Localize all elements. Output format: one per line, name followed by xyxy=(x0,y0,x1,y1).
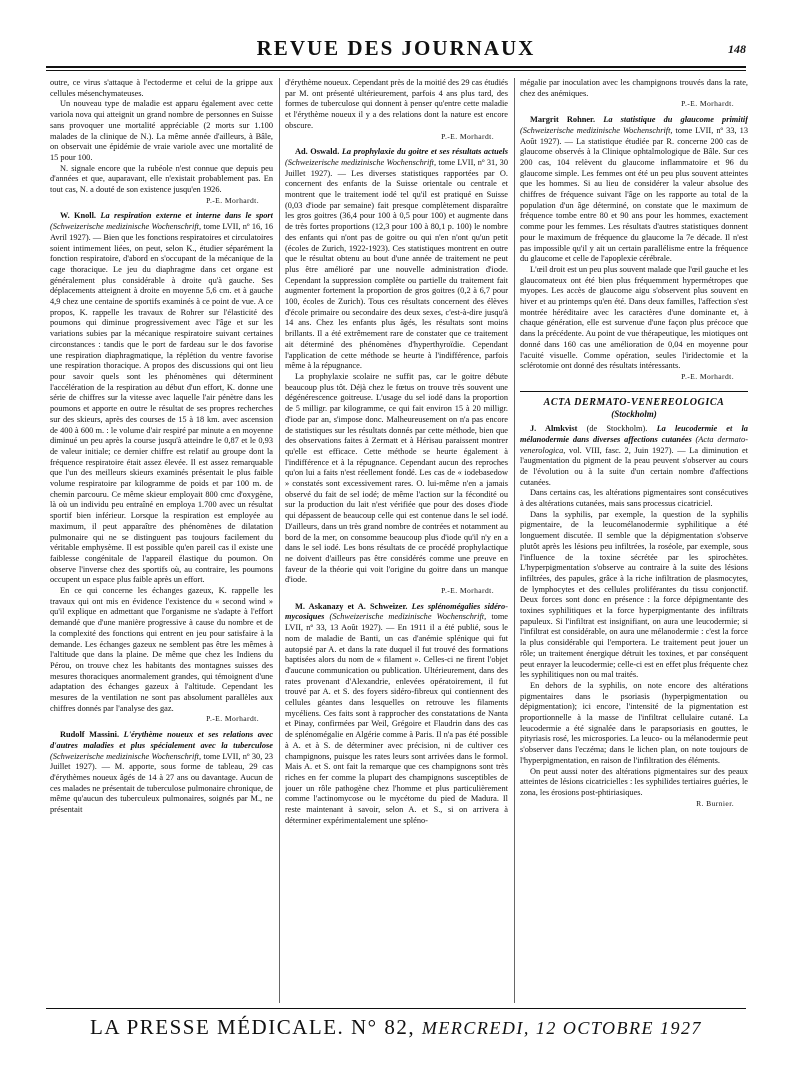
signature: P.-E. Morhardt. xyxy=(441,131,494,141)
paragraph: La prophylaxie scolaire ne suffit pas, car le goitre débute beaucoup plus tôt. Déjà chez le fœtus on trouve très souvent une dégénérescence goitreuse. L'usage du sel iodé dans la proportion de 5 milligr. par kilogramme, ce qui fait environ 15 à 20 milligr. d'iode par an, s'impose donc. Malheureusement on n'a pas encore de statistiques sur les résultats donnés par cette méthode, bien que des observations faites à Zermatt et à Hérisau paraissent montrer qu'elle est efficace. Cette méthode se heurte également à l'indifférence et à la répugnance. Cependant aucun des reproches qu'on lui a faits n'est réellement fondé. Les cas de « iodebasedow » constatés sont excessivement rares. O. lui-même n'en a jamais observé du fait de sel iodé; de même l'action sur la fécondité ou sur la production du lait n'est vérifiée que pour des doses d'iode qui dépassent de beaucoup celle qui est contenue dans le sel iodé. D'ailleurs, dans un très grand nombre de contrées et notamment au bord de la mer, on consomme beaucoup plus d'iode qu'il n'y en a dans le sel iodé. Les bons résultats de ce procédé prophylactique ne doivent d'ailleurs pas être considérés comme une preuve en faveur de la théorie qui voit l'origine du goitre dans un manque d'iode. xyxy=(285,371,508,585)
article-title: La prophylaxie du goitre et ses résultats actuels xyxy=(341,147,508,157)
article-journal: (Schweizerische medizinische Wochenschrift, xyxy=(50,222,202,232)
signature: P.-E. Morhardt. xyxy=(206,714,259,724)
signature: P.-E. Morhardt. xyxy=(441,586,494,596)
article-title: La respiration externe et interne dans le sport xyxy=(100,211,273,221)
article-journal: (Schweizerische medizinische Wochenschrift, xyxy=(329,612,487,622)
article-askanazy xyxy=(285,602,508,827)
page-number: 148 xyxy=(728,42,746,56)
running-title: REVUE DES JOURNAUX xyxy=(256,36,536,60)
article-body: tome LVII, nº 31, 30 Juillet 1927). — Les diverses statistiques rapportées par O. concernent des enfants de la Suisse orientale ou centrale et montrent que le traitement iodé tel qu'il est pratiqué en Suisse (0,03 d'iode par semaine) fait presque complètement disparaître les gros goitres (36,4 pour 100 à 0,5 pour 100) et augmente dans de très fortes proportions (12,3 pour 100 à 80,1 p. 100) le nombre des enfants qui n'ont pas de goitre ou qui n'en n'ont qu'un petit (écoles de Zurich, 1922-1923). Ces statistiques montrent en outre que le résultat obtenu au bout d'une année de traitement ne peut plus être amélioré par une nouvelle administration d'iode. Cependant la suppression complète ou partielle du traitement fait augmenter fortement la proportion de gros goitres (0,2 à 6,7 pour 100, écoles de Zurich). Tous ces résultats concernent des élèves d'école primaire ou secondaire des deux sexes, c'est-à-dire jusqu'à 14 ans. Chez les enfants plus âgés, les résultats sont moins brillants. Il a été extrêmement rare de constater que ce traitement ait déterminé des phénomènes d'hyperthyroïdie. Cependant l'application de cette méthode se heurte à l'indifférence, parfois même à la répugnance. xyxy=(285,157,508,371)
signature: P.-E. Morhardt. xyxy=(681,99,734,109)
article-massini xyxy=(50,730,273,816)
article-rohner xyxy=(520,115,748,265)
footer-rule xyxy=(46,1008,746,1009)
article-journal: (Acta dermato-venerologica, xyxy=(520,434,748,455)
footer-date: MERCREDI, 12 OCTOBRE 1927 xyxy=(421,1018,702,1038)
paragraph: Un nouveau type de maladie est apparu également avec cette variola nova qui atteignit un grand nombre de personnes en Suisse sans provoquer une mortalité appréciable (2 morts sur 1.100 malades de la clinique de N.). La même année d'ailleurs, à Bâle, on observait une épidémie de vraie variole avec une mortalité de 15 pour 100. xyxy=(50,99,273,162)
column-divider-1 xyxy=(279,78,280,1003)
article-author: Ad. Oswald. xyxy=(295,147,340,157)
article-journal: (Schweizerische medizinische Wochenschrift, xyxy=(50,751,202,761)
article-title: L'érythème noueux et ses relations avec d'autres maladies et plus spécialement avec la tuberculose xyxy=(50,730,273,750)
article-body: tome LVII, nº 33, 13 Août 1927). — La statistique étudiée par R. concerne 200 cas de glaucome observés à la Clinique ophtalmologique de Bâle. Sur ces 200 cas, 104 relèvent du glaucome inflammatoire et 96 du glaucome simple. Les femmes ont été un peu plus souvent atteintes que les hommes. Si au lieu de considérer la valeur absolue des chiffres de fréquence suivant l'âge on les rapporte au total de la population d'un âge déterminé, on constate que le maximum de fréquence tombe entre 80 et 90 ans pour les hommes, exactement comme pour les femmes. Les résultats d'autres statistiques donnent pour le maximum de fréquence du glaucome la 7e décade. Il n'est pas impossible qu'il y ait un certain parallélisme entre la fréquence du glaucome et celle de l'apoplexie cérébrale. xyxy=(520,125,748,264)
column-3 xyxy=(520,78,748,1003)
article-body: tome LVII, nº 16, 16 Avril 1927). — Bien que les fonctions respiratoires et circulatoires soient intimement liées, on peut, selon K., étudier séparément la fonction respiratoire, d'abord en s'occupant de la mécanique de la cage thoracique. Le jeu du diaphragme dans cet organe est généralement plus considérable à droite qu'à gauche. Ses déplacements atteignent à droite en moyenne 5,6 cm. et à gauche 4,9 chez une centaine de sportifs examinés à ce point de vue. A ce propos, K. rappelle les travaux de Rohrer sur l'élasticité des poumons qui diminue progressivement avec l'âge et sur les variations subies par la mécanique respiratoire suivant certaines circonstances : tandis que le port de fardeau sur le dos favorise une respiration diaphragmatique, la réplétion du ventre favorise une respiration thoracique. A propos des discussions qui ont lieu pour savoir quels sont les phénomènes qui déterminent l'accélération de la respiration au début d'un effort, K. donne une série de chiffres sur la vitesse avec laquelle l'air pénètre dans les poumons et apporte en outre le résultat de ses propres recherches sur des skieurs, après des courses de 15 à 18 km. avec ascension de 400 à 600 m. : le volume d'air respiré par minute a en moyenne diminué un peu après la course jusqu'à atteindre le 0,87 et le 0,93 de valeur initiale; ce dernier chiffre est relatif au groupe dont la fréquence respiratoire était assez élevée. Il est assez remarquable que l'un des meilleurs skieurs examinés présentait le plus faible volume respiratoire par kilogramme de poids et par 100 m. de chemin parcouru. Ce même skieur employait 800 cmc d'oxygène, là où un individu peu entraîné en employa 1.700 avec un résultat sportif bien inférieur. Lorsque la respiration est employée au maximum, il peut apparaître des phénomènes de dilatation pulmonaire qui ne se distinguent pas toujours facilement du véritable emphysème. Il est possible qu'en pareil cas il existe une faiblesse congénitale de l'appareil élastique du poumon. On observe l'inverse chez des sportifs où, au contraire, les poumons occupent un espace plus faible après un effort. xyxy=(50,222,273,585)
paragraph: outre, ce virus s'attaque à l'ectoderme et celui de la grippe aux cellules mésenchymateuses. xyxy=(50,78,273,98)
article-journal: (Schweizerische medizinische Wochenschrift, xyxy=(285,157,437,167)
page-footer xyxy=(46,1015,746,1045)
paragraph: L'œil droit est un peu plus souvent malade que l'œil gauche et les glaucomateux ont été bien plus fréquemment hypermétropes que myopes. Les accès de glaucome aigu s'observent plus souvent en hiver et au printemps qu'en été. Dans deux familles, l'affection s'est montrée héréditaire avec les caractères d'une dominante et, à chaque génération, elle est survenue d'une façon plus précoce que dans la précédente. Au point de vue thérapeutique, les miotiques ont donné dans 160 cas une amélioration de 0,04 en moyenne pour l'acuité visuelle. Comme opération, seules l'iridectomie et la sclérotomie ont donné des résultats intéressants. xyxy=(520,264,748,371)
header-rule-thin xyxy=(46,70,746,71)
article-author: Rudolf Massini. xyxy=(60,730,120,740)
article-journal: (Schweizerische medizinische Wochenschrift, xyxy=(520,125,673,135)
article-body: tome LVII, nº 33, 13 Août 1927). — En 1911 il a été publié, sous le nom de maladie de Banti, un cas d'anémie splénique qui fut autopsié par A. et dans la rate duquel il fut trouvé des formations baptisées alors du nom de « filament ». Celles-ci ne firent l'objet d'aucune communication ou publication. Ultérieurement, dans des rates provenant d'Alexandrie, enlevées opératoirement, il fut trouvé par A. et S. des foyers sidéro-fibreux qui contiennent des cellules géantes dans lesquelles on retrouve les filaments mycéliens. Ces faits sont à rapprocher des constatations de Nanta et Pinay, confirmées par Weil, Grégoire et Flaudrin dans des cas de splénomégalie en Algérie comme à Paris. Il n'a pas été possible à A. et à S. de déterminer avec précision, ni de cultiver ces champignons, puisque les rates leurs sont arrivées dans le formol. Mais A. et S. ont fait la remarque que ces champignons sont très riches en fer comme la plupart des champignons susceptibles de jouer un rôle pathogène chez l'homme et plus particulièrement comme l'actinomycose ou le mycétome du pied de Madura. Il reste maintenant à savoir, selon A. et S., si on arrivera à déterminer expérimentalement une spléno- xyxy=(285,612,508,825)
column-divider-2 xyxy=(514,78,515,1003)
article-body: tome LVII, nº 30, 23 Juillet 1927). — M. apporte, sous forme de tableau, 29 cas d'érythèmes noueux âgés de 14 à 27 ans ou davantage. Aucun de ces malades ne présentait de tuberculose pulmonaire chronique, de même qu'aucun des tuberculeux pulmonaires, soignés par M., ne présentait xyxy=(50,751,273,815)
paragraph: En dehors de la syphilis, on note encore des altérations pigmentaires dans le psoriasis (hyperpigmentation ou dépigmentation); ici encore, l'intensité de la pigmentation est proportionnelle à la masse de l'infiltrat cellulaire cutané. La leucodermie a été signalée dans le parapsoriasis en gouttes, le pityriasis rosé, les microspories. La leuco- ou la mélanodermie peut s'observer dans l'eczéma; dans le lichen plan, on note toujours de l'hyperpigmentation, en raison de l'infiltration des éléments. xyxy=(520,680,748,765)
article-author: M. Askanazy et A. Schweizer. xyxy=(295,601,408,611)
page-header xyxy=(46,32,746,62)
paragraph: En ce qui concerne les échanges gazeux, K. rappelle les travaux qui ont mis en évidence l'existence du « second wind » qu'il explique en admettant que l'organisme ne s'adapte à l'effort demandé que d'une manière progressive à cause du nombre et de la complexité des fonctions qui entrent en jeu pour satisfaire à la demande. Les échanges gazeux ne semblent pas être les mêmes à l'altitude que dans la plaine. De même que chez les Indiens du Pérou, on trouve chez les habitants des montagnes suisses des mesures thoraciques anormalement grandes, qui témoignent d'une adaptation des échanges gazeux à l'altitude. Cependant les mesures de la ventilation ne sont pas absolument parallèles aux chiffres donnés par l'analyse des gaz. xyxy=(50,586,273,713)
article-body: vol. VIII, fasc. 2, Juin 1927). — La diminution et l'augmentation du pigment de la peau peuvent s'observer au cours de l'évolution ou à la suite d'un certain nombre d'affections cutanées. xyxy=(520,445,748,487)
paragraph: mégalie par inoculation avec les champignons trouvés dans la rate, chez des anémiques. xyxy=(520,78,748,98)
article-almkvist xyxy=(520,424,748,488)
signature: P.-E. Morhardt. xyxy=(681,371,734,381)
header-rule-thick xyxy=(46,66,746,68)
paragraph: Dans certains cas, les altérations pigmentaires sont consécutives à des altérations cutanées, mais sans processus cicatriciel. xyxy=(520,488,748,509)
signature: R. Burnier. xyxy=(696,798,734,808)
paragraph: On peut aussi noter des altérations pigmentaires sur des peaux atteintes de lésions cicatricielles : les syphilides tertiaires guéries, le zona, les érosions post-phtiriasiques. xyxy=(520,766,748,797)
footer-journal: LA PRESSE MÉDICALE. N° 82, xyxy=(90,1015,416,1039)
article-author: W. Knoll. xyxy=(60,211,97,221)
paragraph: d'érythème noueux. Cependant près de la moitié des 29 cas étudiés par M. ont présenté ultérieurement, parfois 4 ans plus tard, des formes de tuberculose qui donnent à penser qu'entre cette maladie et l'érythème noueux il y a des relations dont la nature est encore obscure. xyxy=(285,78,508,130)
article-author: Margrit Rohner. xyxy=(530,115,596,125)
column-2 xyxy=(285,78,508,1003)
article-title: Les splénomégalies sidéro-mycosiques xyxy=(285,601,508,622)
article-title: La leucodermie et la mélanodermie dans diverses affections cutanées xyxy=(520,424,748,444)
article-author: J. Almkvist xyxy=(530,424,578,434)
section-heading: ACTA DERMATO-VENEREOLOGICA xyxy=(520,391,748,409)
signature: P.-E. Morhardt. xyxy=(206,195,259,205)
article-place: (de Stockholm). xyxy=(586,424,648,434)
paragraph: Dans la syphilis, par exemple, la question de la syphilis pigmentaire, de la leucomélanodermie syphilitique a été longuement discutée. Il semble que la dépigmentation s'observe plutôt après les lésions peu infiltrées, la roséole, par exemple, sous l'influence de la toxine sécrétée par les spirochètes. L'hyperpigmentation s'observe au contraire à la suite des lésions infiltrées, des papules, grâce à la riche infiltration de plasmocytes, de lymphocytes et des cellules proliférantes du tissu conjonctif. Deux forces sont donc en présence : la force dépigmentante des toxines syphilitiques et la force hyperpigmentante des infiltrats papuleux. Si l'infiltrat est insignifiant, on aura une leucodermie; si l'infiltrat est considérable, on aura une mélanodermie : c'est la force la plus considérable qui l'emportera. Le traitement peut jouer un rôle; un traitement énergique détruit les toxines, et par conséquent peut enrayer la leucodermie; celle-ci est en effet plus fréquente chez les syphilitiques non ou mal traités. xyxy=(520,509,748,680)
paragraph: N. signale encore que la rubéole n'est connue que depuis peu d'années et que, auparavant, elle n'existait probablement pas. En tout cas, N. a douté de son existence jusqu'en 1926. xyxy=(50,163,273,195)
article-knoll xyxy=(50,211,273,586)
article-oswald xyxy=(285,147,508,372)
section-subheading: (Stockholm) xyxy=(611,409,657,420)
article-title: La statistique du glaucome primitif xyxy=(603,115,748,125)
column-1 xyxy=(50,78,273,1003)
